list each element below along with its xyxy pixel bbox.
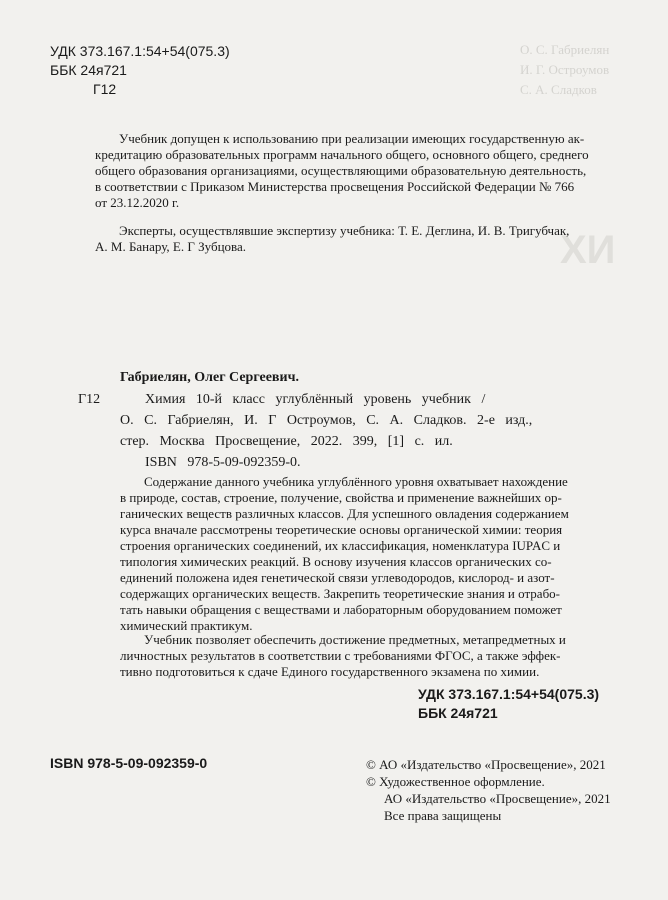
isbn-footer: ISBN 978-5-09-092359-0 [50, 755, 208, 771]
annotation-line: личностных результатов в соответствии с требованиями ФГОС, а также эффек- [120, 648, 561, 663]
annotation-line: ганических веществ различных классов. Для успешного овладения содержанием [120, 506, 569, 521]
copyright-line: © Художественное оформление. [366, 774, 545, 789]
annotation-line: содержащих органических веществ. Закрепить теоретические знания и отрабо- [120, 586, 561, 601]
experts-line: А. М. Банару, Е. Г Зубцова. [95, 239, 247, 254]
approval-line: Учебник допущен к использованию при реализации имеющих государственную ак- [119, 131, 585, 146]
bleed-through-text: И. Г. Остроумов [520, 62, 610, 77]
annotation-paragraph-1 [120, 474, 629, 634]
bbk-code: ББК 24я721 [50, 62, 127, 78]
bib-title-line: Химия 10-й класс углублённый уровень учебник / [145, 392, 486, 407]
author-code: Г12 [93, 81, 117, 97]
annotation-line: единений положена идея генетической связи углеводородов, кислород- и азот- [120, 570, 555, 585]
footer-bbk: ББК 24я721 [418, 705, 498, 721]
bleed-through-text: С. А. Сладков [520, 82, 597, 97]
annotation-line: Учебник позволяет обеспечить достижение предметных, метапредметных и [144, 632, 566, 647]
bleed-through-text: О. С. Габриелян [520, 42, 610, 57]
bib-authors-line: О. С. Габриелян, И. Г Остроумов, С. А. Сладков. 2-е изд., [120, 413, 533, 428]
bib-author: Габриелян, Олег Сергеевич. [120, 370, 299, 385]
experts-line: Эксперты, осуществлявшие экспертизу учебника: Т. Е. Деглина, И. В. Тригубчак, [119, 223, 570, 238]
udk-code: УДК 373.167.1:54+54(075.3) [50, 43, 230, 59]
approval-line: общего образования организациями, осуществляющими образовательную деятельность, [95, 163, 587, 178]
annotation-line: курса вначале рассмотрены теоретические основы органической химии: теория [120, 522, 563, 537]
annotation-line: тать навыки обращения с веществами и лабораторным оборудованием поможет [120, 602, 562, 617]
experts-paragraph [95, 223, 629, 255]
annotation-paragraph-2 [120, 632, 629, 680]
approval-line: в соответствии с Приказом Министерства просвещения Российской Федерации № 766 [95, 179, 575, 194]
copyright-line: © АО «Издательство «Просвещение», 2021 [366, 757, 606, 772]
approval-line: кредитацию образовательных программ начального общего, основного общего, среднего [95, 147, 589, 162]
bleed-through-title: ХИ [560, 228, 616, 272]
approval-paragraph [95, 131, 629, 211]
annotation-line: Содержание данного учебника углублённого уровня охватывает нахождение [144, 474, 568, 489]
copyright-line: АО «Издательство «Просвещение», 2021 [384, 791, 611, 806]
bib-publisher-line: стер. Москва Просвещение, 2022. 399, [1] с. ил. [120, 434, 453, 449]
footer-udk: УДК 373.167.1:54+54(075.3) [418, 686, 600, 702]
copyright-line: Все права защищены [384, 808, 502, 823]
bib-isbn: ISBN 978-5-09-092359-0. [145, 455, 301, 470]
annotation-line: в природе, состав, строение, получение, свойства и применение важнейших ор- [120, 490, 562, 505]
annotation-line: строения органических соединений, их классификация, номенклатура IUPAC и [120, 538, 561, 553]
annotation-line: химический практикум. [120, 618, 253, 633]
annotation-line: типология химических реакций. В основу изучения классов органических со- [120, 554, 552, 569]
annotation-line: тивно подготовиться к сдаче Единого государственного экзамена по химии. [120, 664, 540, 679]
approval-line: от 23.12.2020 г. [95, 195, 180, 210]
bib-code: Г12 [78, 392, 101, 407]
